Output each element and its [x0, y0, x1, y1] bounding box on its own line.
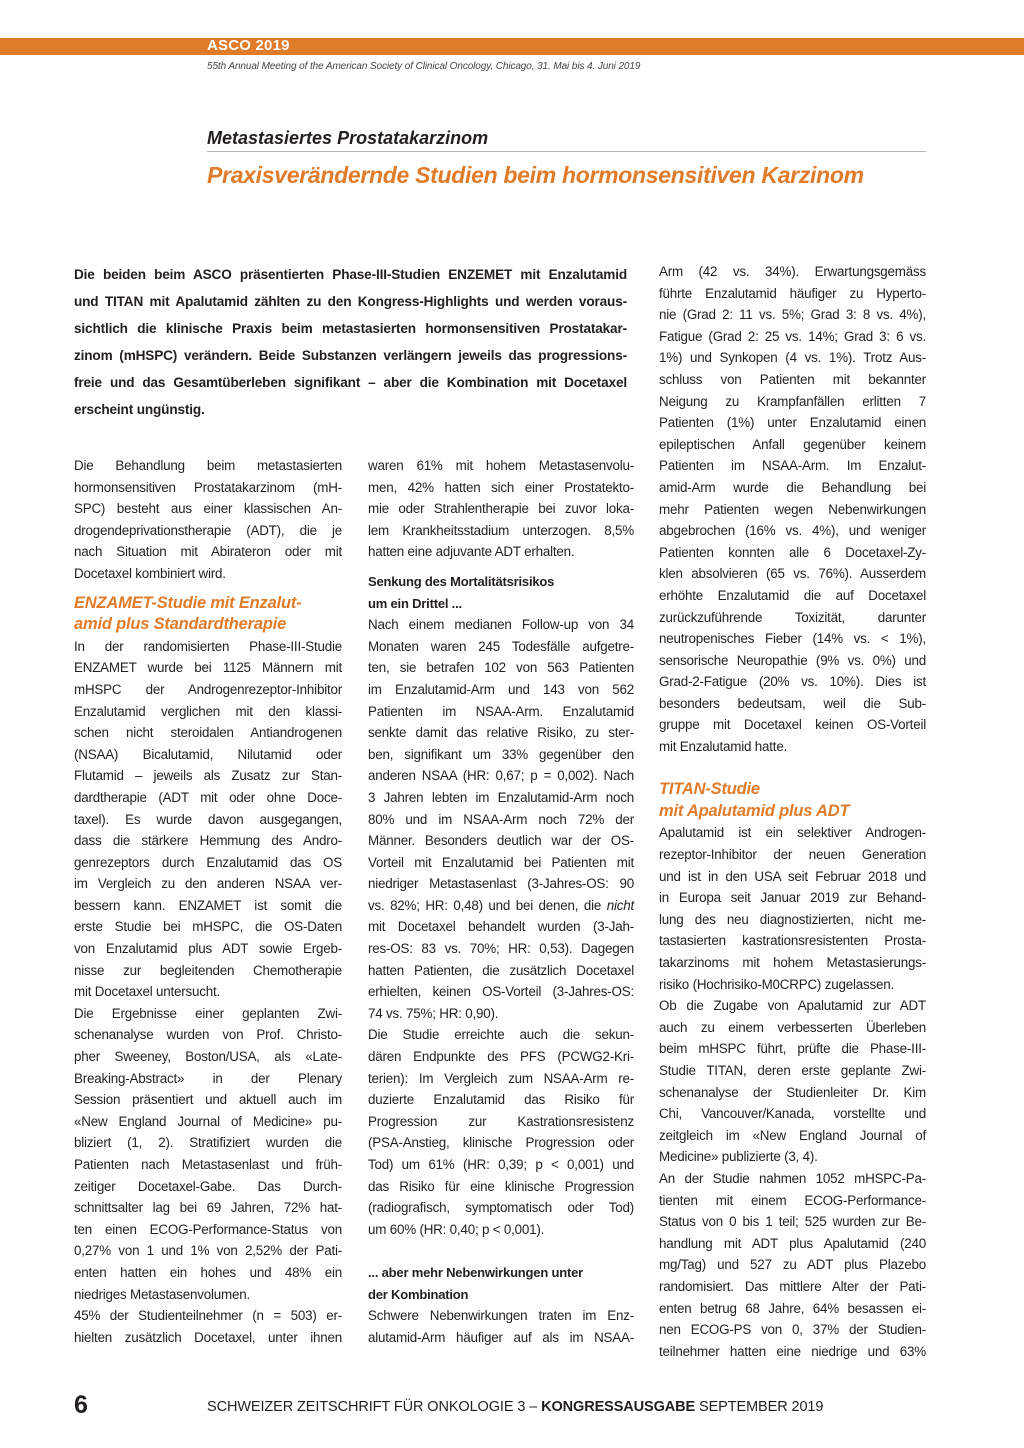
text-line: Neigung zu Krampfanfällen erlitten 7 — [659, 393, 926, 409]
text-line: pher Sweeney, Boston/USA, als «Late- — [74, 1049, 342, 1065]
text-line: mit Docetaxel behandelt wurden (3-Jah- — [368, 919, 634, 935]
col1-paragraph — [74, 636, 342, 1003]
text-line: Arm (42 vs. 34%). Erwartungsgemäss — [659, 264, 926, 279]
text-line: Patienten nach Metastasenlast und früh- — [74, 1157, 342, 1172]
text-line: 1%) und Synkopen (4 vs. 1%). Trotz Aus- — [659, 350, 926, 366]
text-line: erhielten, keinen OS-Vorteil (3-Jahres-OS: — [368, 984, 634, 1000]
text-line: niedriges Metastasenvolumen. — [74, 1286, 251, 1302]
text-line: schen nicht steroidalen Antiandrogenen — [74, 725, 342, 741]
column-3 — [659, 261, 926, 1362]
col3-paragraph — [659, 261, 926, 758]
text-line: amid-Arm wurde die Behandlung bei — [659, 479, 926, 495]
text-line: Die Ergebnisse einer geplanten Zwi- — [74, 1005, 342, 1021]
journal-footer — [207, 1399, 823, 1415]
text-line: Medicine» publizierte (3, 4). — [659, 1149, 818, 1165]
text-line: teilnehmer hatten eine niedrige und 63% — [659, 1343, 926, 1359]
text-line: neutropenisches Fieber (14% vs. < 1%), — [659, 631, 926, 647]
text-line: nie (Grad 2: 11 vs. 5%; Grad 3: 8 vs. 4%), — [659, 307, 926, 323]
article-lead — [74, 261, 627, 423]
text-line: Tod) um 61% (HR: 0,39; p < 0,001) und — [368, 1157, 634, 1172]
text-line: von Enzalutamid plus ADT sowie Ergeb- — [74, 941, 342, 957]
lead-line: und TITAN mit Apalutamid zählten zu den Kongress-Highlights und werden voraus- — [74, 294, 627, 309]
text-line: hatten Patienten, die zusätzlich Docetaxel — [368, 962, 634, 978]
text-line: um 60% (HR: 0,40; p < 0,001). — [368, 1221, 545, 1237]
text-fragment: vs. 82%; HR: 0,48) und bei denen, die — [368, 897, 602, 913]
section-heading-titan — [659, 779, 926, 822]
heading-line: um ein Drittel ... — [368, 595, 462, 611]
section-heading-mortality — [368, 571, 634, 614]
lead-line: zinom (mHSPC) verändern. Beide Substanzen verlängern jeweils das progressions- — [74, 348, 627, 363]
text-line: mit Docetaxel untersucht. — [74, 984, 221, 1000]
text-line — [368, 895, 634, 917]
text-line: Flutamid – jeweils als Zusatz zur Stan- — [74, 768, 342, 784]
text-line: zeitiger Docetaxel-Gabe. Das Durch- — [74, 1178, 342, 1194]
text-line: dären Endpunkte des PFS (PCWG2-Kri- — [368, 1049, 634, 1065]
text-line: hielten zusätzlich Docetaxel, unter ihnen — [74, 1329, 342, 1345]
text-line: 74 vs. 75%; HR: 0,90). — [368, 1005, 499, 1021]
text-line: taxel). Es wurde davon ausgegangen, — [74, 811, 342, 827]
footer-journal-name: SCHWEIZER ZEITSCHRIFT FÜR ONKOLOGIE 3 – — [207, 1399, 542, 1415]
lead-line: sichtlich die klinische Praxis beim metastasierten hormonsensitiven Prostatakar- — [74, 321, 627, 336]
text-line: mHSPC der Androgenrezeptor-Inhibitor — [74, 681, 342, 697]
col2-paragraph — [368, 1305, 634, 1348]
text-line: terien): Im Vergleich zum NSAA-Arm re- — [368, 1070, 634, 1086]
text-line: Docetaxel kombiniert wird. — [74, 565, 226, 581]
text-line: anderen NSAA (HR: 0,67; p = 0,002). Nach — [368, 768, 634, 784]
text-line: lung des neu diagnostizierten, nicht me- — [659, 911, 926, 927]
text-line: hatten eine adjuvante ADT erhalten. — [368, 544, 575, 560]
text-line: Patienten im NSAA-Arm. Enzalutamid — [368, 703, 634, 719]
section-heading-enzamet — [74, 593, 342, 636]
text-line: An der Studie nahmen 1052 mHSPC-Pa- — [659, 1170, 926, 1186]
section-heading-side-effects — [368, 1262, 634, 1305]
heading-line: der Kombination — [368, 1286, 469, 1302]
text-line: im Enzalutamid-Arm und 143 von 562 — [368, 681, 634, 697]
text-line: gruppe mit Docetaxel keinen OS-Vorteil — [659, 717, 926, 733]
text-line: Patienten konnten alle 6 Docetaxel-Zy- — [659, 544, 926, 560]
footer-issue-label: KONGRESSAUSGABE — [541, 1399, 696, 1415]
text-line: Status von 0 bis 1 teil; 525 wurden zur Be- — [659, 1214, 926, 1230]
text-line: In der randomisierten Phase-III-Studie — [74, 638, 342, 654]
text-line: ten, sie betrafen 102 von 563 Patienten — [368, 660, 634, 676]
text-line: Apalutamid ist ein selektiver Androgen- — [659, 825, 926, 841]
text-line: mit Enzalutamid hatte. — [659, 739, 788, 755]
text-line: Patienten im NSAA-Arm. Im Enzalut- — [659, 458, 926, 474]
text-line: rezeptor-Inhibitor der neuen Generation — [659, 847, 926, 863]
text-line: Grad-2-Fatigue (20% vs. 10%). Dies ist — [659, 674, 926, 690]
text-line: dardtherapie (ADT mit oder ohne Doce- — [74, 789, 342, 805]
text-line: men, 42% hatten sich einer Prostatekto- — [368, 479, 634, 495]
text-line: enten betrug 68 Jahre, 64% besassen ei- — [659, 1300, 926, 1316]
text-line: duzierte Enzalutamid das Risiko für — [368, 1092, 634, 1108]
text-line: bliziert (1, 2). Stratifiziert wurden die — [74, 1135, 342, 1151]
col1-paragraph — [74, 1003, 342, 1305]
text-line: Die Studie erreichte auch die sekun- — [368, 1027, 634, 1043]
heading-line: mit Apalutamid plus ADT — [659, 801, 850, 820]
text-line: Enzalutamid verglichen mit den klassi- — [74, 703, 342, 719]
kicker-divider — [207, 151, 926, 152]
lead-line: freie und das Gesamtüberleben signifikant – aber die Kombination mit Docetaxel — [74, 375, 627, 390]
text-line: drogendeprivationstherapie (ADT), die je — [74, 522, 342, 538]
text-line: zeitgleich im «New England Journal of — [659, 1127, 926, 1143]
lead-line: Die beiden beim ASCO präsentierten Phase-III-Studien ENZEMET mit Enzalutamid — [74, 267, 627, 282]
text-line: tastasierten kastrationsresistenten Prosta- — [659, 933, 926, 949]
text-line: ten einen ECOG-Performance-Status von — [74, 1221, 342, 1237]
text-line: 45% der Studienteilnehmer (n = 503) er- — [74, 1308, 342, 1324]
text-line: lem Krankheitsstadium unterzogen. 8,5% — [368, 522, 634, 538]
text-line: bessern kann. ENZAMET ist somit die — [74, 897, 342, 913]
text-line: nach Situation mit Abirateron oder mit — [74, 544, 342, 560]
text-line: waren 61% mit hohem Metastasenvolu- — [368, 458, 634, 473]
text-line: mg/Tag) und 527 zu ADT plus Plazebo — [659, 1257, 926, 1273]
text-line: abgebrochen (16% vs. 4%), und weniger — [659, 523, 926, 539]
text-line: Patienten (1%) unter Enzalutamid einen — [659, 415, 926, 431]
congress-subtitle: 55th Annual Meeting of the American Society of Clinical Oncology, Chicago, 31. Mai bis 4. Juni 2019 — [207, 61, 641, 72]
text-line: im Vergleich zu den anderen NSAA ver- — [74, 876, 342, 892]
text-line: Die Behandlung beim metastasierten — [74, 458, 342, 473]
text-line: erste Studie bei mHSPC, die OS-Daten — [74, 919, 342, 935]
text-line: epileptischen Anfall gegenüber keinem — [659, 436, 926, 452]
article-kicker: Metastasiertes Prostatakarzinom — [207, 128, 489, 148]
text-line: Chi, Vancouver/Kanada, vorstellte und — [659, 1106, 926, 1122]
text-line: Ob die Zugabe von Apalutamid zur ADT — [659, 998, 926, 1014]
text-line: schenanalyse wurden von Prof. Christo- — [74, 1027, 342, 1043]
text-line: senkte damit das relative Risiko, zu ster- — [368, 725, 634, 741]
col3-paragraph — [659, 995, 926, 1168]
text-line: Fatigue (Grad 2: 25 vs. 14%; Grad 3: 6 vs. — [659, 328, 926, 344]
text-line: schenanalyse der Studienleiter Dr. Kim — [659, 1084, 926, 1100]
col3-paragraph — [659, 1168, 926, 1362]
text-line: risiko (Hochrisiko-M0CRPC) zugelassen. — [659, 976, 894, 992]
heading-line: Senkung des Mortalitätsrisikos — [368, 573, 555, 589]
text-line: 80% und im NSAA-Arm noch 72% der — [368, 811, 634, 827]
emphasis-nicht: nicht — [606, 897, 634, 913]
col2-paragraph — [368, 1024, 634, 1240]
text-line: besonders bedeutsam, weil die Sub- — [659, 695, 926, 711]
col1-intro-paragraph — [74, 455, 342, 585]
text-line: «New England Journal of Medicine» pu- — [74, 1113, 342, 1129]
text-line: enten hatten ein hohes und 48% ein — [74, 1264, 342, 1280]
text-line: Vorteil mit Enzalutamid bei Patienten mit — [368, 854, 634, 870]
text-line: nen ECOG-PS von 0, 37% der Studien- — [659, 1322, 926, 1338]
text-line: SPC) besteht aus einer klassischen An- — [74, 501, 342, 517]
text-line: sensorische Neuropathie (9% vs. 0%) und — [659, 652, 926, 668]
col2-paragraph — [368, 455, 634, 563]
text-line: (radiografisch, symptomatisch oder Tod) — [368, 1200, 634, 1216]
text-line: schnittsalter lag bei 69 Jahren, 72% hat- — [74, 1200, 342, 1216]
footer-date: SEPTEMBER 2019 — [695, 1399, 824, 1415]
page-number: 6 — [74, 1391, 88, 1419]
text-line: schluss von Patienten mit bekannter — [659, 371, 926, 387]
text-line: res-OS: 83 vs. 70%; HR: 0,53). Dagegen — [368, 941, 634, 957]
text-line: Breaking-Abstract» in der Plenary — [74, 1070, 342, 1086]
text-line: (PSA-Anstieg, klinische Progression oder — [368, 1135, 634, 1151]
text-line: randomisiert. Das mittlere Alter der Pati- — [659, 1278, 926, 1294]
text-line: nisse zur begleitenden Chemotherapie — [74, 962, 342, 978]
text-line: takarzinoms mit hohem Metastasierungs- — [659, 955, 926, 970]
text-line: mehr Patienten wegen Nebenwirkungen — [659, 501, 926, 517]
text-line: hormonsensitiven Prostatakarzinom (mH- — [74, 479, 342, 495]
text-line: beim mHSPC führt, prüfte die Phase-III- — [659, 1041, 926, 1057]
column-1 — [74, 455, 342, 1348]
text-line: Studie TITAN, deren erste geplante Zwi- — [659, 1062, 926, 1078]
article-title: Praxisverändernde Studien beim hormonsensitiven Karzinom — [207, 162, 864, 188]
text-line: 3 Jahren lebten im Enzalutamid-Arm noch — [368, 789, 634, 805]
text-line: tienten mit einem ECOG-Performance- — [659, 1192, 926, 1208]
col3-paragraph — [659, 822, 926, 995]
text-line: genrezeptors durch Enzalutamid das OS — [74, 854, 342, 870]
text-line: Männer. Besonders deutlich war der OS- — [368, 833, 634, 849]
column-2 — [368, 455, 634, 1348]
text-line: niedriger Metastasenlast (3-Jahres-OS: 90 — [368, 876, 634, 892]
text-line: handlung mit ADT plus Apalutamid (240 — [659, 1235, 926, 1251]
text-line: Monaten waren 245 Todesfälle aufgetre- — [368, 638, 634, 654]
text-line: erhöhte Enzalutamid die auf Docetaxel — [659, 587, 926, 603]
text-line: Schwere Nebenwirkungen traten im Enz- — [368, 1308, 634, 1324]
text-line: ENZAMET wurde bei 1125 Männern mit — [74, 660, 342, 676]
text-line: ben, signifikant um 33% gegenüber den — [368, 746, 634, 762]
text-line: dass die stärkere Hemmung des Andro- — [74, 833, 342, 849]
col1-paragraph — [74, 1305, 342, 1348]
text-line: Progression zur Kastrationsresistenz — [368, 1113, 634, 1129]
text-line: klen absolvieren (65 vs. 76%). Ausserdem — [659, 566, 926, 582]
text-line: das Risiko für eine klinische Progression — [368, 1178, 634, 1194]
header-bar — [0, 38, 1024, 55]
text-line: führte Enzalutamid häufiger zu Hyperto- — [659, 285, 926, 301]
text-line: Nach einem medianen Follow-up von 34 — [368, 617, 634, 633]
heading-line: TITAN-Studie — [659, 780, 760, 799]
text-line: Session präsentiert und aktuell auch im — [74, 1092, 342, 1108]
col2-paragraph — [368, 614, 634, 1024]
text-line: auch zu einem verbesserten Überleben — [659, 1019, 926, 1035]
text-line: in Europa seit Januar 2019 zur Behand- — [659, 890, 926, 906]
text-line: und ist in den USA seit Februar 2018 und — [659, 868, 926, 884]
text-line: (NSAA) Bicalutamid, Nilutamid oder — [74, 746, 342, 762]
heading-line: ENZAMET-Studie mit Enzalut- — [74, 593, 302, 612]
lead-line: erscheint ungünstig. — [74, 402, 205, 417]
text-line: 0,27% von 1 und 1% von 2,52% der Pati- — [74, 1243, 342, 1259]
text-line: mie oder Strahlentherapie bei zuvor loka- — [368, 501, 634, 517]
congress-label: ASCO 2019 — [207, 37, 290, 54]
text-line: alutamid-Arm häufiger auf als im NSAA- — [368, 1329, 634, 1345]
heading-line: amid plus Standardtherapie — [74, 615, 287, 634]
text-line: zurückzuführende Toxizität, darunter — [659, 609, 926, 625]
heading-line: ... aber mehr Nebenwirkungen unter — [368, 1264, 583, 1280]
